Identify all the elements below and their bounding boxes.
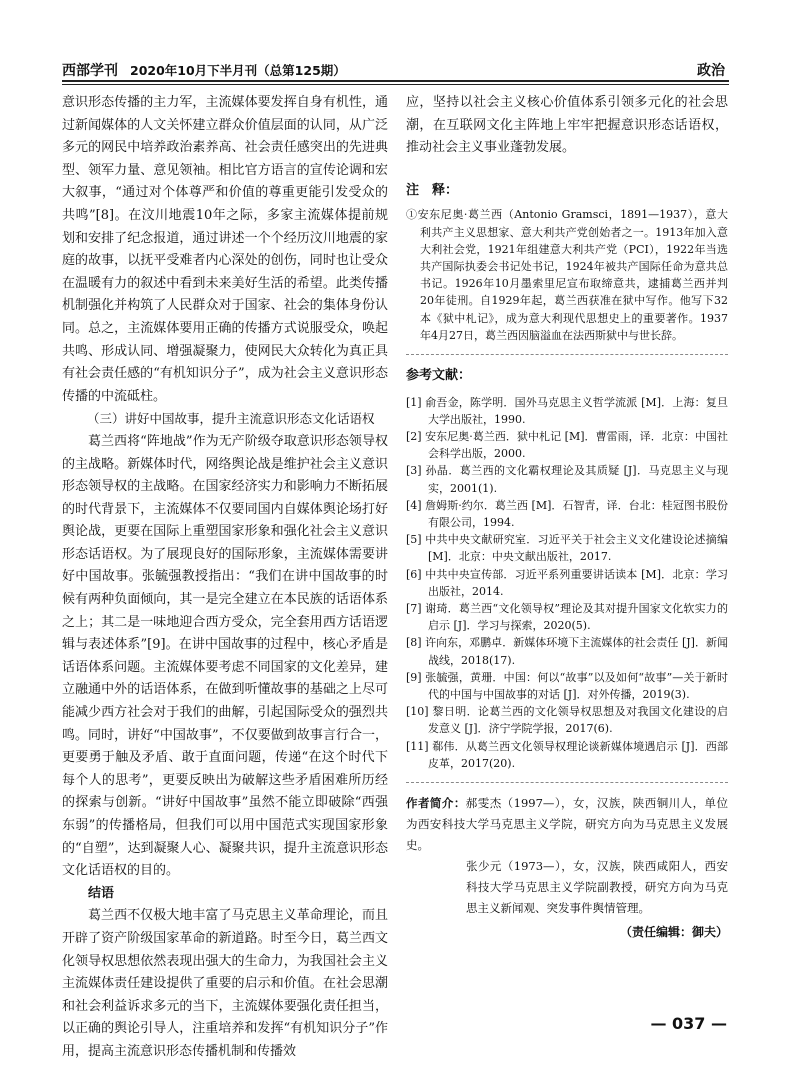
divider [406,782,728,783]
author-bio: 郝雯杰（1997—），女，汉族，陕西铜川人，单位为西安科技大学马克思主义学院，研究方向为马克思主义发展史。 [406,796,729,853]
paragraph: 意识形态传播的主力军，主流媒体要发挥自身有机性，通过新闻媒体的人文关怀建立群众价值层面的认同，从广泛多元的网民中培养政治素养高、社会责任感突出的先进典型、领军力量、意见领袖。相比官方语言的宣传论调和宏大叙事，“通过对个体尊严和价值的尊重更能引发受众的共鸣”[8]。在汶川地震10年之际，多家主流媒体提前规划和安排了纪念报道，通过讲述一个个经历汶川地震的家庭的故事，以抚平受难者内心深处的创伤，同时也让受众在温暖有力的叙述中看到未来美好生活的希望。此类传播机制强化并构筑了人民群众对于国家、社会的集体身份认同。总之，主流媒体要用正确的传播方式说服受众，唤起共鸣、形成认同、增强凝聚力，使网民大众转化为真正具有社会责任感的“有机知识分子”，成为社会主义意识形态传播的中流砥柱。 [62,95,388,404]
reference-item: [9] 张毓强，黄珊．中国：何以“故事”以及如何“故事”—关于新时代的中国与中国故事的对话 [J]．对外传播，2019(3). [406,670,728,702]
paragraph: 应，坚持以社会主义核心价值体系引领多元化的社会思潮，在互联网文化主阵地上牢牢把握意识形态话语权，推动社会主义事业蓬勃发展。 [406,95,728,156]
reference-item: [6] 中共中央宣传部．习近平系列重要讲话读本 [M]．北京：学习出版社，2014. [406,567,728,598]
note-item: ①安东尼奥·葛兰西（Antonio Gramsci，1891—1937），意大利共产主义思想家、意大利共产党创始者之一。1913年加入意大利社会党，1921年组建意大利共产党（PCI），1922年当选共产国际执委会书记处书记，1924年被共产国际任命为意共总书记。1926年10月墨索里尼宣布取缔意共，逮捕葛兰西并判20年徒刑。自1929年起，葛兰西获准在狱中写作。他写下32本《狱中札记》，成为意大利现代思想史上的重要著作。1937年4月27日，葛兰西因脑溢血在法西斯狱中与世长辞。 [406,208,728,342]
responsible-editor: （责任编辑：御夫） [619,925,728,940]
references-title: 参考文献： [406,368,472,383]
author-bio: 张少元（1973—），女，汉族，陕西咸阳人，西安科技大学马克思主义学院副教授，研究方向为马克思主义新闻观、突发事件舆情管理。 [466,859,728,916]
paragraph: 葛兰西不仅极大地丰富了马克思主义革命理论，而且开辟了资产阶级国家革命的新道路。时至今日，葛兰西文化领导权思想依然表现出强大的生命力，为我国社会主义主流媒体责任建设提供了重要的启示和价值。在社会思潮和社会利益诉求多元的当下，主流媒体要强化责任担当，以正确的舆论引导人，注重培养和发挥“有机知识分子”作用，提高主流意识形态传播机制和传播效 [62,908,388,1059]
reference-item: [5] 中共中央文献研究室．习近平关于社会主义文化建设论述摘编 [M]．北京：中央文献出版社，2017. [406,533,728,564]
journal-logo: 西部学刊 [62,63,118,79]
paragraph: 葛兰西将“阵地战”作为无产阶级夺取意识形态领导权的主战略。新媒体时代，网络舆论战是维护社会主义意识形态领导权的主战略。在国家经济实力和影响力不断拓展的时代背景下，主流媒体不仅要同国内自媒体舆论场打好舆论战，更要在国际上重塑国家形象和强化社会主义意识形态话语权。为了展现良好的国际形象，主流媒体需要讲好中国故事。张毓强教授指出：“我们在讲中国故事的时候有两种负面倾向，其一是完全建立在本民族的话语体系之上；其二是一味地迎合西方受众，完全套用西方话语逻辑与表述体系”[9]。在讲中国故事的过程中，核心矛盾是话语体系问题。主流媒体要考虑不同国家的文化差异，建立融通中外的话语体系，在做到听懂故事的基础之上尽可能减少西方社会对于我们的曲解，引起国际受众的强烈共鸣。同时，讲好“中国故事”，不仅要做到故事言行合一，更要勇于触及矛盾、敢于直面问题，传递“在这个时代下每个人的思考”，更要反映出为破解这些矛盾困难所历经的探索与创新。“讲好中国故事”虽然不能立即破除“西强东弱”的传播格局，但我们可以用中国范式实现国家形象的“自塑”，达到凝聚人心、凝聚共识，提升主流意识形态文化话语权的目的。 [62,433,388,879]
references-list [406,394,728,772]
right-column [406,92,728,944]
notes-title: 注 释： [406,182,459,198]
reference-item: [2] 安东尼奥·葛兰西．狱中札记 [M]．曹雷雨，译．北京：中国社会科学出版，2000. [406,430,728,461]
conclusion-heading: 结语 [88,885,115,901]
divider [406,354,728,355]
reference-item: [8] 许向东，邓鹏卓．新媒体环境下主流媒体的社会责任 [J]．新闻战线，2018(17). [406,636,728,667]
reference-item: [10] 黎日明．论葛兰西的文化领导权思想及对我国文化建设的启发意义 [J]．济宁学院学报，2017(6). [406,705,728,736]
subheading: （三）讲好中国故事，提升主流意识形态文化话语权 [87,411,375,427]
reference-item: [1] 俞吾金，陈学明．国外马克思主义哲学流派 [M]．上海：复旦大学出版社，1990. [406,395,728,426]
left-column [62,92,388,1064]
issue-info: 2020年10月下半月刊（总第125期） [130,63,346,78]
reference-item: [3] 孙晶．葛兰西的文化霸权理论及其质疑 [J]．马克思主义与现实，2001(1). [406,464,728,495]
header-rule [62,80,729,82]
page-number: — 037 — [650,1014,727,1033]
reference-item: [4] 詹姆斯·约尔．葛兰西 [M]．石智青，译．台北：桂冠图书股份有限公司，1994. [406,498,728,530]
reference-item: [11] 郗伟．从葛兰西文化领导权理论谈新媒体境遇启示 [J]．西部皮革，2017(20). [406,739,728,770]
section-label: 政治 [697,63,725,79]
author-info [406,793,728,919]
reference-item: [7] 谢琦．葛兰西“文化领导权”理论及其对提升国家文化软实力的启示 [J]．学习与探索，2020(5). [406,602,728,633]
page-header [62,58,729,80]
header-rule-thin [62,84,729,85]
author-label: 作者简介： [406,796,466,811]
